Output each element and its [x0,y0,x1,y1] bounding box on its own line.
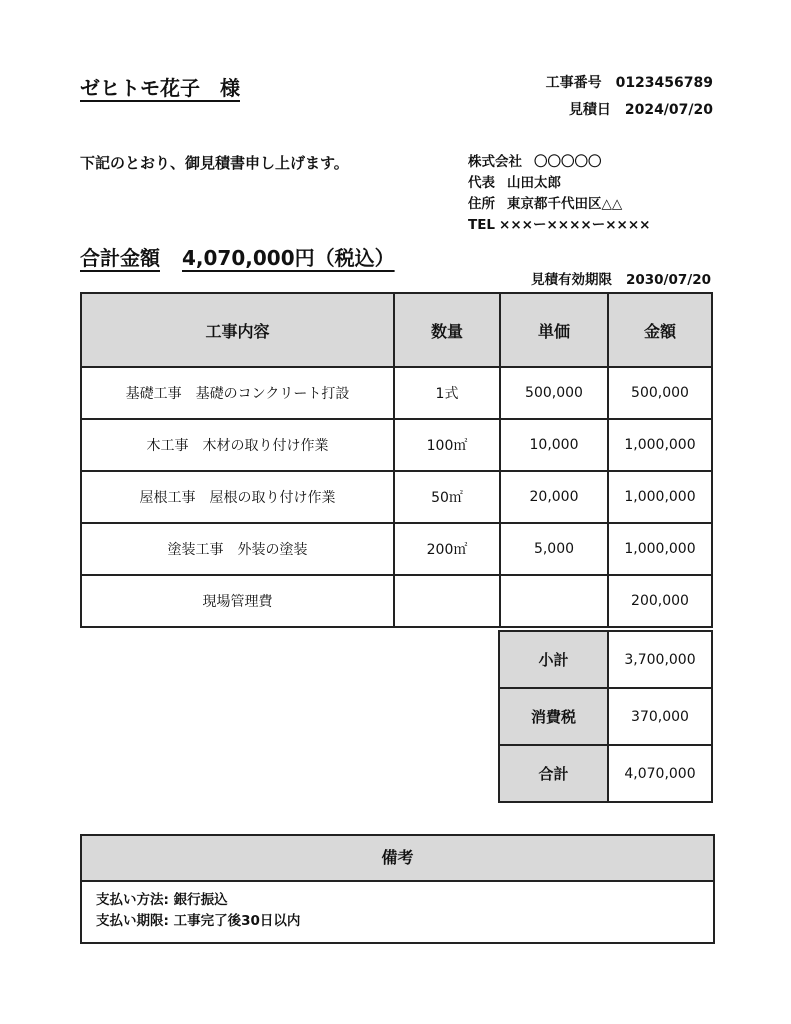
row-amount: 200,000 [608,575,712,627]
job-number-label: 工事番号 [545,75,602,91]
row-unit-price [500,575,608,627]
row-quantity: 100㎡ [394,419,500,471]
company-name-value: 〇〇〇〇〇 [534,154,602,170]
grand-total-row [499,745,712,802]
header-description: 工事内容 [81,293,394,367]
header-unit-price: 単価 [500,293,608,367]
row-unit-price: 10,000 [500,419,608,471]
row-quantity: 50㎡ [394,471,500,523]
table-row [81,367,712,419]
job-number [546,72,713,92]
row-amount: 500,000 [608,367,712,419]
summary-table [498,630,713,803]
row-description: 現場管理費 [81,575,394,627]
company-tel-value: ×××ー××××ー×××× [499,217,651,233]
row-description: 塗装工事 外装の塗装 [81,523,394,575]
company-address-label: 住所 [468,196,495,212]
total-amount-label: 合計金額 [80,246,160,270]
row-quantity [394,575,500,627]
company-tel-label: TEL [468,217,496,233]
table-row [81,419,712,471]
job-number-value: 0123456789 [615,75,713,91]
table-row [81,471,712,523]
company-tel [468,213,650,233]
row-unit-price: 500,000 [500,367,608,419]
row-description: 木工事 木材の取り付け作業 [81,419,394,471]
company-rep-label: 代表 [468,175,495,191]
validity-date: 2030/07/20 [625,272,711,288]
row-description: 屋根工事 屋根の取り付け作業 [81,471,394,523]
header-amount: 金額 [608,293,712,367]
company-rep-value: 山田太郎 [507,175,561,191]
subtotal-label: 小計 [499,631,608,688]
remarks-line: 支払い方法: 銀行振込 [96,892,228,908]
row-amount: 1,000,000 [608,419,712,471]
remarks-body [82,882,713,942]
table-row [81,523,712,575]
estimate-date [569,99,713,119]
table-row [81,575,712,627]
remarks-box [80,834,715,944]
tax-row [499,688,712,745]
tax-value: 370,000 [608,688,712,745]
validity [531,268,711,288]
row-description: 基礎工事 基礎のコンクリート打設 [81,367,394,419]
company-address-value: 東京都千代田区△△ [507,196,623,212]
total-amount [80,242,395,271]
company-name-label: 株式会社 [468,154,522,170]
subtotal-value: 3,700,000 [608,631,712,688]
company-address [468,192,622,212]
total-amount-value: 4,070,000円（税込） [182,246,395,270]
row-quantity: 1式 [394,367,500,419]
row-quantity: 200㎡ [394,523,500,575]
estimate-date-value: 2024/07/20 [624,102,713,118]
remarks-line: 支払い期限: 工事完了後30日以内 [96,913,301,929]
header-quantity: 数量 [394,293,500,367]
grand-total-value: 4,070,000 [608,745,712,802]
items-table [80,292,713,628]
estimate-date-label: 見積日 [568,102,611,118]
subtotal-row [499,631,712,688]
row-unit-price: 20,000 [500,471,608,523]
table-header-row [81,293,712,367]
grand-total-label: 合計 [499,745,608,802]
company-rep [468,171,561,191]
row-amount: 1,000,000 [608,523,712,575]
remarks-title: 備考 [82,836,713,882]
intro-text: 下記のとおり、御見積書申し上げます。 [80,154,349,172]
row-unit-price: 5,000 [500,523,608,575]
client-name: ゼヒトモ花子 様 [80,76,240,100]
tax-label: 消費税 [499,688,608,745]
validity-label: 見積有効期限 [530,272,612,288]
company-name [468,150,602,170]
row-amount: 1,000,000 [608,471,712,523]
